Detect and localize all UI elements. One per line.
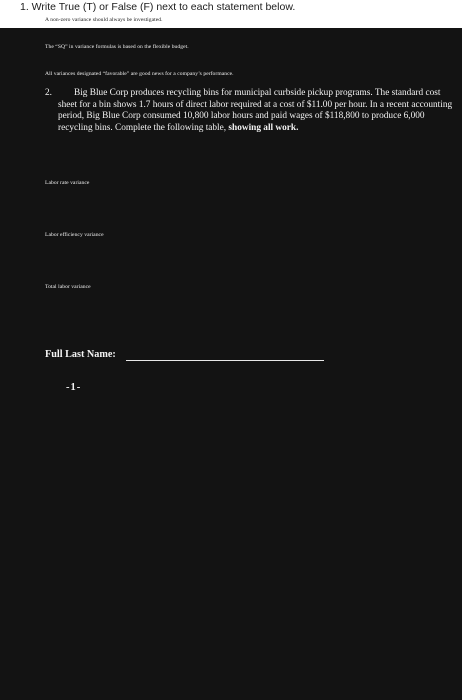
question-2-number: 2.	[45, 88, 52, 98]
question-2-text: Big Blue Corp produces recycling bins for municipal curbside pickup programs. The standard cost sheet for a bin shows 1.7 hours of direct labor required at a cost of $11.00 per hour. In a recent accounting period, Big Blue Corp consumed 10,800 labor hours and paid wages of $118,800 to produce 6,000 recycling bins. Complete the following table,	[58, 88, 453, 133]
full-last-name-label: Full Last Name:	[45, 349, 116, 360]
question-1-title: 1. Write True (T) or False (F) next to each statement below.	[20, 1, 296, 13]
question-2	[45, 88, 455, 134]
true-false-statement-2: The “SQ” in variance formulas is based on the flexible budget.	[45, 44, 189, 50]
true-false-statement-3: All variances designated “favorable” are good news for a company’s performance.	[45, 71, 234, 77]
true-false-statement-1: A non-zero variance should always be investigated.	[45, 17, 163, 23]
question-2-body	[45, 88, 455, 134]
total-labor-variance-label: Total labor variance	[45, 284, 91, 290]
page-number: -1-	[66, 382, 82, 393]
labor-rate-variance-label: Labor rate variance	[45, 180, 90, 186]
labor-efficiency-variance-label: Labor efficiency variance	[45, 232, 104, 238]
question-2-emphasis: showing all work.	[228, 122, 299, 133]
full-last-name-blank[interactable]	[126, 360, 324, 361]
